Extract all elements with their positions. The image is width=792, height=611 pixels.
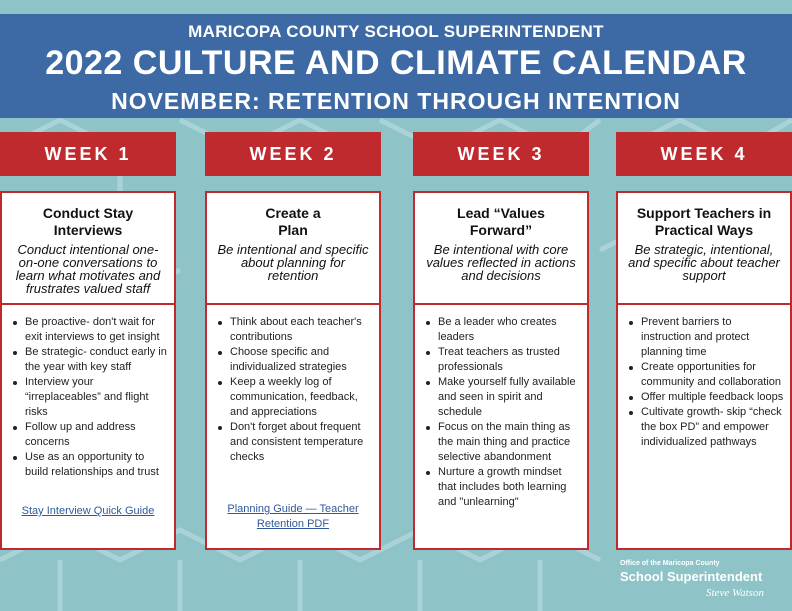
list-item: Cultivate growth- skip “check the box PD” and empower individualized pathways bbox=[628, 405, 784, 450]
bullet-list bbox=[628, 315, 784, 450]
stay-interview-guide-link[interactable]: Stay Interview Quick Guide bbox=[21, 505, 155, 517]
header-subtitle: NOVEMBER: RETENTION THROUGH INTENTION bbox=[111, 88, 681, 114]
bullet-list bbox=[217, 315, 373, 465]
list-item: Think about each teacher's contributions bbox=[217, 315, 373, 345]
planning-guide-link[interactable]: Planning Guide — Teacher Retention PDF bbox=[227, 503, 359, 530]
card-subtitle: Be intentional with core values reflected in actions and decisions bbox=[426, 242, 576, 283]
list-item: Keep a weekly log of communication, feedback, and appreciations bbox=[217, 375, 373, 420]
card-subtitle: Conduct intentional one-on-one conversations to learn what motivates and frustrates valued staff bbox=[15, 242, 161, 296]
card-divider bbox=[2, 303, 174, 305]
card-title: Lead “Values Forward” bbox=[457, 205, 545, 238]
week-2-tab: WEEK 2 bbox=[205, 132, 381, 176]
list-item: Offer multiple feedback loops bbox=[628, 390, 784, 405]
card-divider bbox=[415, 303, 587, 305]
list-item: Don't forget about frequent and consistent temperature checks bbox=[217, 420, 373, 465]
week-3-tab: WEEK 3 bbox=[413, 132, 589, 176]
week-3-card bbox=[413, 191, 589, 550]
list-item: Be a leader who creates leaders bbox=[425, 315, 581, 345]
card-subtitle: Be intentional and specific about planning for retention bbox=[217, 242, 369, 283]
card-subtitle: Be strategic, intentional, and specific about teacher support bbox=[628, 242, 780, 283]
week-2-card bbox=[205, 191, 381, 550]
card-title: Conduct Stay Interviews bbox=[42, 205, 134, 238]
list-item: Make yourself fully available and seen in spirit and schedule bbox=[425, 375, 581, 420]
bullet-list bbox=[425, 315, 581, 510]
list-item: Focus on the main thing as the main thing and practice selective abandonment bbox=[425, 420, 581, 465]
list-item: Be proactive- don't wait for exit interviews to get insight bbox=[12, 315, 168, 345]
header-banner bbox=[0, 14, 792, 118]
week-4-tab: WEEK 4 bbox=[616, 132, 792, 176]
list-item: Prevent barriers to instruction and protect planning time bbox=[628, 315, 784, 360]
card-title: Create a Plan bbox=[265, 205, 321, 238]
card-title: Support Teachers in Practical Ways bbox=[636, 205, 772, 238]
list-item: Create opportunities for community and collaboration bbox=[628, 360, 784, 390]
week-1-tab: WEEK 1 bbox=[0, 132, 176, 176]
logo-signature-text: Steve Watson bbox=[706, 587, 764, 599]
list-item: Interview your “irreplaceables” and flight risks bbox=[12, 375, 168, 420]
card-divider bbox=[207, 303, 379, 305]
week-4-card bbox=[616, 191, 792, 550]
card-divider bbox=[618, 303, 790, 305]
list-item: Choose specific and individualized strategies bbox=[217, 345, 373, 375]
logo-office-text: Office of the Maricopa County bbox=[620, 560, 720, 567]
superintendent-logo bbox=[620, 560, 790, 604]
list-item: Follow up and address concerns bbox=[12, 420, 168, 450]
list-item: Be strategic- conduct early in the year with key staff bbox=[12, 345, 168, 375]
bullet-list bbox=[12, 315, 168, 480]
week-1-card bbox=[0, 191, 176, 550]
header-title: 2022 CULTURE AND CLIMATE CALENDAR bbox=[45, 44, 747, 82]
list-item: Nurture a growth mindset that includes both learning and "unlearning" bbox=[425, 465, 581, 510]
header-org: MARICOPA COUNTY SCHOOL SUPERINTENDENT bbox=[188, 22, 604, 41]
list-item: Use as an opportunity to build relationships and trust bbox=[12, 450, 168, 480]
list-item: Treat teachers as trusted professionals bbox=[425, 345, 581, 375]
logo-title-text: School Superintendent bbox=[620, 569, 763, 584]
